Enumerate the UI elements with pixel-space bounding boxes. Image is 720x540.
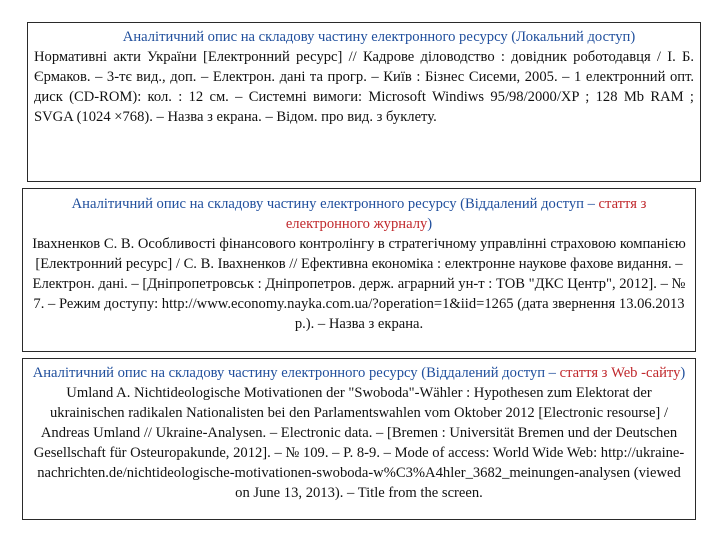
local-access-heading: Аналітичний опис на складову частину електронного ресурсу (Локальний доступ) (122, 29, 636, 45)
local-access-example (27, 22, 701, 182)
website-heading-prefix: Аналітичний опис на складову частину електронного ресурсу (Віддалений доступ – (32, 365, 560, 381)
journal-article-heading (29, 194, 689, 234)
journal-heading-suffix: ) (427, 216, 433, 232)
website-article-example (22, 358, 696, 520)
journal-article-example (22, 188, 696, 352)
website-article-heading (29, 363, 689, 383)
website-article-citation: Umland A. Nichtideologische Motivationen der "Swoboda"-Wähler : Hypothesen zum Elektorat der ukrainischen radikalen Nationalisten bei den Parlamentswahlen vom Oktober 2012 [Electronic resourse] / Andreas Umland // Ukraine-Analysen. – Electronic data. – [Bremen : Universität Bremen und der Deutschen Gesellschaft für Osteuropakunde, 2012]. – № 109. – P. 8-9. – Mode of access: World Wide Web: http://ukraine-nachrichten.de/nichtideologische-motivationen-swoboda-w%C3%A4hler_3682_meinungen-analysen (viewed on June 13, 2013). – Title from the screen. (33, 385, 685, 501)
journal-heading-prefix: Аналітичний опис на складову частину електронного ресурсу (Віддалений доступ – (71, 196, 599, 212)
local-access-citation: Нормативні акти України [Електронний ресурс] // Кадрове діловодство : довідник роботодавця / І. Б. Єрмаков. – 3-тє вид., доп. – Електрон. дані та прогр. – Київ : Бізнес Сисеми, 2005. – 1 електронний опт. диск (CD-ROM): кол. : 12 см. – Системні вимоги: Microsoft Windiws 95/98/2000/XP ; 128 Mb RAM ; SVGA (1024 ×768). – Назва з екрана. – Відом. про вид. з буклету. (34, 49, 694, 125)
website-heading-suffix: ) (680, 365, 686, 381)
journal-heading-type: стаття з електронного журналу (285, 196, 647, 232)
website-heading-type: стаття з Web -сайту (559, 365, 681, 381)
journal-article-citation: Івахненков С. В. Особливості фінансового контролінгу в стратегічному управлінні страховою компанією [Електронний ресурс] / С. В. Івахненков // Ефективна економіка : електронне наукове фахове видання. – Електрон. дані. – [Дніпропетровськ : Дніпропетров. держ. аграрний ун-т : ТОВ "ДКС Центр", 2012]. – № 7. – Режим доступу: http://www.economy.nayka.com.ua/?operation=1&iid=1265 (дата звернення 13.06.2013 р.). – Назва з екрана. (32, 236, 686, 332)
